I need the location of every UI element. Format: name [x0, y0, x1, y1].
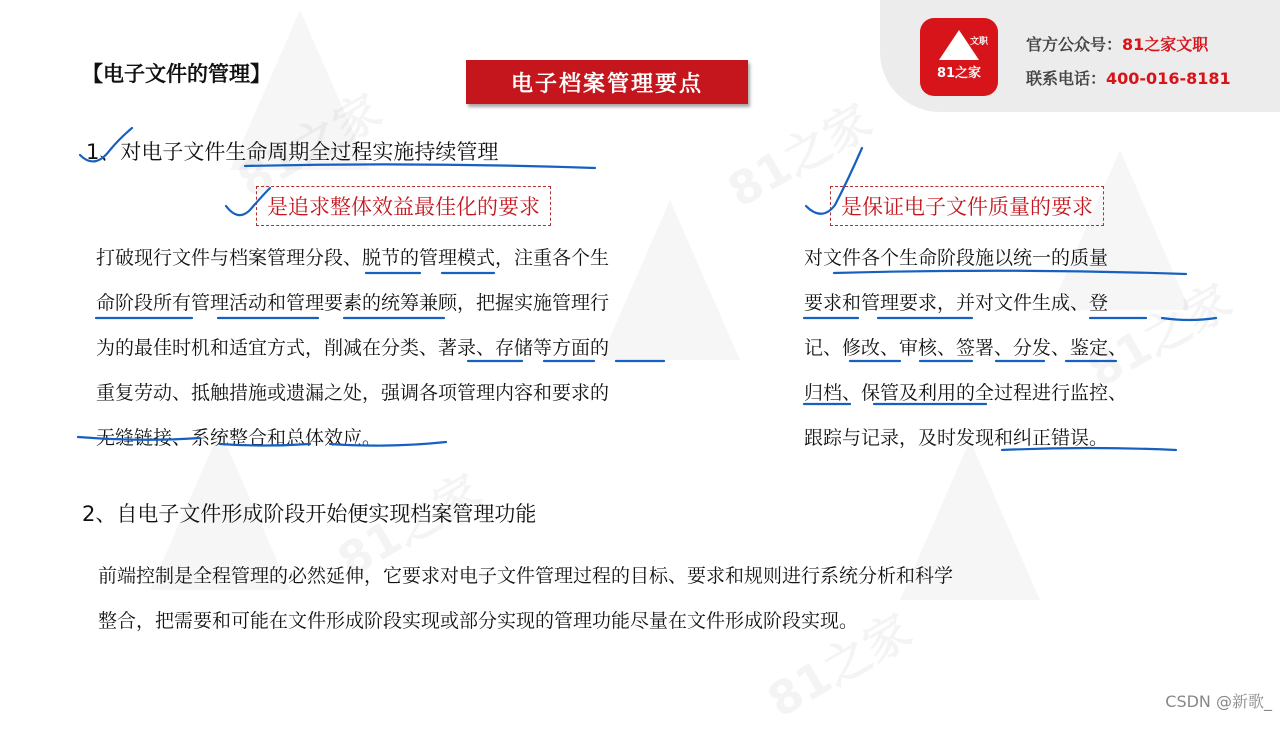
- section-label: 【电子文件的管理】: [82, 62, 271, 86]
- slide-title: 电子档案管理要点: [466, 60, 748, 104]
- paragraph-line: 记、修改、审核、签署、分发、鉴定、: [804, 337, 1128, 359]
- paragraph-line: 打破现行文件与档案管理分段、脱节的管理模式，注重各个生: [96, 247, 610, 269]
- point2-paragraph: [98, 554, 953, 644]
- csdn-watermark: CSDN @新歌_: [1165, 692, 1272, 711]
- contact-phone: [1026, 66, 1231, 89]
- paragraph-line: 无缝链接、系统整合和总体效应。: [96, 427, 382, 449]
- paragraph-line: 对文件各个生命阶段施以统一的质量: [804, 247, 1109, 269]
- right-requirement-box: 是保证电子文件质量的要求: [830, 186, 1104, 226]
- paragraph-line: 整合，把需要和可能在文件形成阶段实现或部分实现的管理功能尽量在文件形成阶段实现。: [98, 610, 859, 632]
- watermark-shape: [600, 200, 740, 360]
- brand-logo-small: 文职: [969, 37, 988, 47]
- contact-value: 400-016-8181: [1106, 69, 1231, 88]
- paragraph-line: 要求和管理要求，并对文件生成、登: [804, 292, 1109, 314]
- paragraph-line: 重复劳动、抵触措施或遗漏之处，强调各项管理内容和要求的: [96, 382, 610, 404]
- contact-value: 81之家文职: [1122, 35, 1209, 54]
- point1-heading: 1、对电子文件生命周期全过程实施持续管理: [86, 140, 499, 164]
- paragraph-line: 命阶段所有管理活动和管理要素的统筹兼顾，把握实施管理行: [96, 292, 610, 314]
- paragraph-line: 前端控制是全程管理的必然延伸，它要求对电子文件管理过程的目标、要求和规则进行系统分析和科学: [98, 565, 954, 587]
- point2-heading: 2、自电子文件形成阶段开始便实现档案管理功能: [82, 502, 537, 526]
- paragraph-line: 为的最佳时机和适宜方式，削减在分类、著录、存储等方面的: [96, 337, 610, 359]
- brand-logo-text: 81之家: [936, 65, 982, 81]
- right-paragraph: [804, 236, 1127, 461]
- paragraph-line: 跟踪与记录，及时发现和纠正错误。: [804, 427, 1109, 449]
- brand-logo: [920, 18, 998, 96]
- paragraph-line: 归档、保管及利用的全过程进行监控、: [804, 382, 1128, 404]
- contact-label: 联系电话：: [1026, 69, 1107, 88]
- left-requirement-box: 是追求整体效益最佳化的要求: [256, 186, 551, 226]
- left-paragraph: [96, 236, 609, 461]
- contact-label: 官方公众号：: [1026, 35, 1123, 54]
- contact-wechat: [1026, 32, 1208, 55]
